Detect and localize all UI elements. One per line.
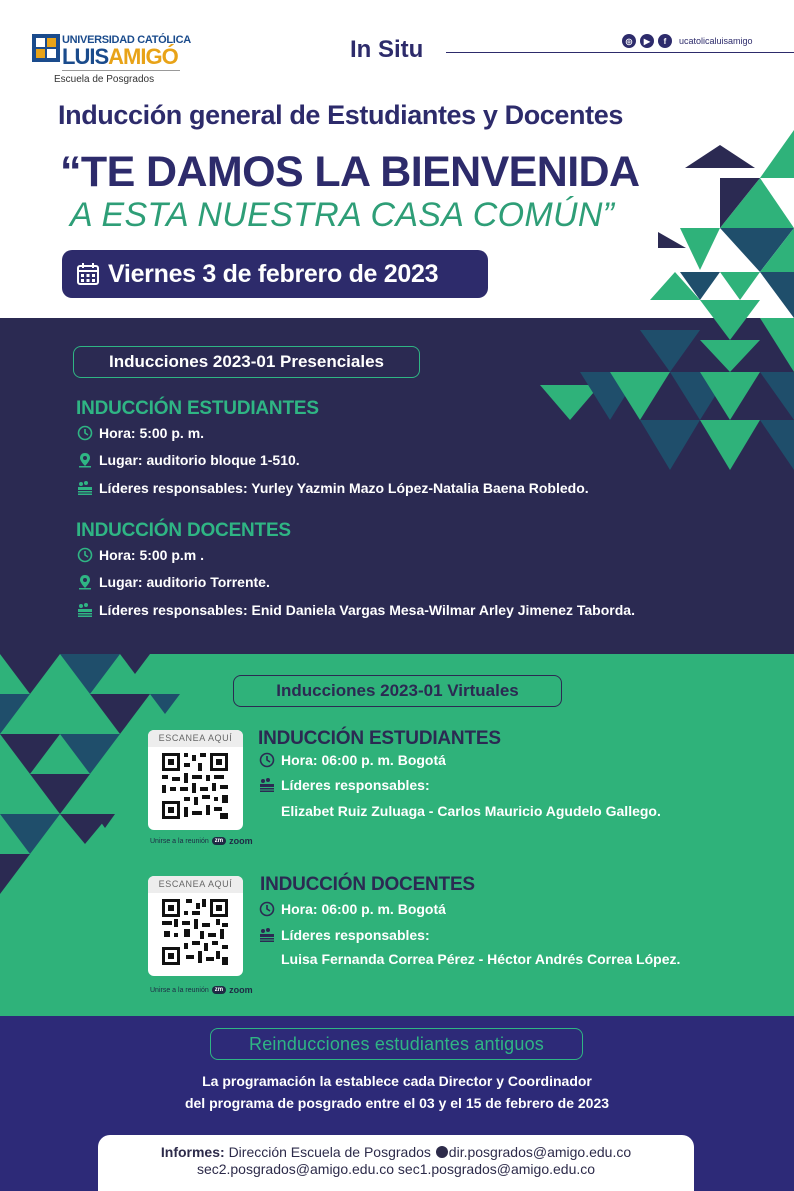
welcome-heading: “TE DAMOS LA BIENVENIDA	[60, 148, 640, 196]
qr-code-icon[interactable]	[160, 897, 230, 967]
location-pin-icon	[77, 452, 93, 468]
presencial-teachers-time	[77, 547, 204, 563]
zoom-icon: zm	[212, 837, 226, 845]
virtual-teachers-leaders: Luisa Fernanda Correa Pérez - Héctor Andrés Correa López.	[281, 951, 681, 967]
zoom-word: zoom	[229, 985, 253, 995]
virtual-chip: Inducciones 2023-01 Virtuales	[233, 675, 562, 707]
facebook-icon[interactable]: f	[658, 34, 672, 48]
time-text: Hora: 5:00 p.m .	[99, 547, 205, 563]
zoom-join-text: Unirse a la reunión	[150, 986, 209, 994]
clock-icon	[77, 547, 93, 563]
instagram-icon[interactable]: ◎	[622, 34, 636, 48]
virtual-teachers-title: INDUCCIÓN DOCENTES	[260, 874, 475, 895]
reinduction-line-2: del programa de posgrado entre el 03 y el 15 de febrero de 2023	[184, 1095, 610, 1111]
contact-office: Dirección Escuela de Posgrados	[228, 1144, 431, 1160]
presencial-students-time	[77, 425, 204, 441]
logo-university-text: UNIVERSIDAD CATÓLICA	[62, 34, 191, 46]
leaders-icon	[259, 927, 275, 943]
presencial-teachers-place	[77, 574, 270, 590]
leaders-label: Líderes responsables:	[281, 927, 430, 943]
reinduction-chip: Reinducciones estudiantes antiguos	[210, 1028, 583, 1060]
qr-scan-label: ESCANEA AQUÍ	[148, 730, 243, 747]
virtual-teachers-leaders-label	[259, 927, 430, 943]
time-text: Hora: 06:00 p. m. Bogotá	[281, 752, 446, 768]
virtual-students-title: INDUCCIÓN ESTUDIANTES	[258, 728, 501, 749]
logo-name-amigo: AMIGÓ	[108, 44, 178, 69]
event-date: Viernes 3 de febrero de 2023	[108, 259, 439, 288]
logo-school-text: Escuela de Posgrados	[54, 74, 155, 85]
induction-title: Inducción general de Estudiantes y Docentes	[58, 100, 623, 130]
zoom-join-text: Unirse a la reunión	[150, 837, 209, 845]
virtual-students-leaders: Elizabet Ruiz Zuluaga - Carlos Mauricio Agudelo Gallego.	[281, 803, 661, 819]
welcome-subheading: A ESTA NUESTRA CASA COMÚN”	[70, 196, 615, 234]
clock-icon	[259, 752, 275, 768]
contact-info-box	[98, 1135, 694, 1191]
leaders-icon	[259, 777, 275, 793]
leaders-text: Líderes responsables: Enid Daniela Vargas Mesa-Wilmar Arley Jimenez Taborda.	[99, 602, 635, 618]
youtube-icon[interactable]: ▶	[640, 34, 654, 48]
presencial-teachers-title: INDUCCIÓN DOCENTES	[76, 520, 291, 541]
time-text: Hora: 06:00 p. m. Bogotá	[281, 901, 446, 917]
clock-icon	[77, 425, 93, 441]
presencial-students-place	[77, 452, 300, 468]
qr-code-card-students[interactable]	[148, 730, 243, 830]
time-text: Hora: 5:00 p. m.	[99, 425, 205, 441]
location-pin-icon	[77, 574, 93, 590]
leaders-icon	[77, 602, 93, 618]
mode-label: In Situ	[350, 36, 424, 63]
virtual-students-leaders-label	[259, 777, 430, 793]
virtual-teachers-time	[259, 901, 446, 917]
contact-line-1	[98, 1144, 694, 1161]
social-handle[interactable]: ucatolicaluisamigo	[679, 36, 753, 46]
reinduction-line-1: La programación la establece cada Director y Coordinador	[202, 1073, 592, 1089]
presencial-students-title: INDUCCIÓN ESTUDIANTES	[76, 398, 319, 419]
presencial-chip: Inducciones 2023-01 Presenciales	[73, 346, 420, 378]
presencial-students-leaders	[77, 480, 589, 496]
presencial-teachers-leaders	[77, 602, 635, 618]
place-text: Lugar: auditorio bloque 1-510.	[99, 452, 300, 468]
reinduction-schedule	[0, 1070, 794, 1114]
zoom-word: zoom	[229, 836, 253, 846]
zoom-join-line[interactable]	[150, 985, 253, 995]
zoom-icon: zm	[212, 986, 226, 994]
clock-icon	[259, 901, 275, 917]
leaders-icon	[77, 480, 93, 496]
qr-code-icon[interactable]	[160, 751, 230, 821]
qr-code-card-teachers[interactable]	[148, 876, 243, 976]
qr-scan-label: ESCANEA AQUÍ	[148, 876, 243, 893]
leaders-label: Líderes responsables:	[281, 777, 430, 793]
leaders-text: Líderes responsables: Yurley Yazmin Mazo López-Natalia Baena Robledo.	[99, 480, 589, 496]
logo-name-luis: LUIS	[62, 44, 109, 69]
contact-label: Informes:	[160, 1144, 225, 1160]
virtual-students-time	[259, 752, 446, 768]
zoom-join-line[interactable]	[150, 836, 253, 846]
contact-email-1[interactable]: dir.posgrados@amigo.edu.co	[448, 1144, 632, 1160]
contact-line-2[interactable]: sec2.posgrados@amigo.edu.co sec1.posgrados@amigo.edu.co	[196, 1161, 596, 1177]
email-icon	[436, 1146, 448, 1158]
place-text: Lugar: auditorio Torrente.	[99, 574, 270, 590]
